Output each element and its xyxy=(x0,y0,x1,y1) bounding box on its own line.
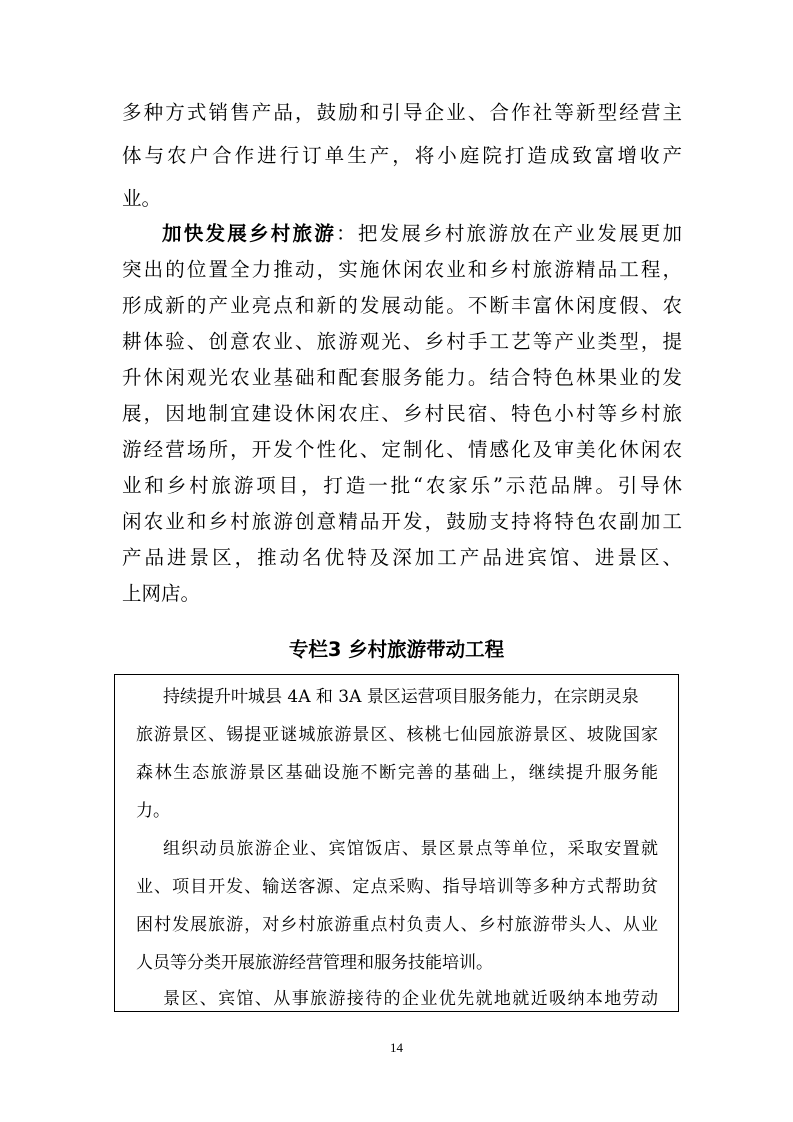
body-line: 上网店。 xyxy=(122,582,201,605)
body-line: 业。 xyxy=(122,187,162,210)
column-line: 森林生态旅游景区基础设施不断完善的基础上，继续提升服务能 xyxy=(136,763,658,783)
column-line: 持续提升叶城县 4A 和 3A 景区运营项目服务能力，在宗朗灵泉 xyxy=(163,687,639,707)
column-heading: 专栏3 乡村旅游带动工程 xyxy=(288,638,505,661)
page-number: 14 xyxy=(390,1040,403,1055)
body-line: 展，因地制宜建设休闲农庄、乡村民宿、特色小村等乡村旅 xyxy=(122,402,682,425)
column-line: 旅游景区、锡提亚谜城旅游景区、核桃七仙园旅游景区、坡陇国家 xyxy=(136,725,658,745)
column-line: 组织动员旅游企业、宾馆饭店、景区景点等单位，采取安置就 xyxy=(163,839,658,859)
column-line: 业、项目开发、输送客源、定点采购、指导培训等多种方式帮助贫 xyxy=(136,877,658,897)
column-line: 景区、宾馆、从事旅游接待的企业优先就地就近吸纳本地劳动 xyxy=(163,989,658,1009)
paragraph-text: ：把发展乡村旅游放在产业发展更加 xyxy=(336,222,682,245)
column-line: 人员等分类开展旅游经营管理和服务技能培训。 xyxy=(136,953,493,973)
body-line: 产品进景区，推动名优特及深加工产品进宾馆、进景区、 xyxy=(122,546,682,569)
body-line: 闲农业和乡村旅游创意精品开发，鼓励支持将特色农副加工 xyxy=(122,510,682,533)
column-line: 力。 xyxy=(136,801,170,821)
body-line: 升休闲观光农业基础和配套服务能力。结合特色林果业的发 xyxy=(122,366,682,389)
body-line: 形成新的产业亮点和新的发展动能。不断丰富休闲度假、农 xyxy=(122,294,682,317)
body-line: 耕体验、创意农业、旅游观光、乡村手工艺等产业类型，提 xyxy=(122,330,682,353)
body-line: 体与农户合作进行订单生产，将小庭院打造成致富增收产 xyxy=(122,144,682,167)
column-line: 困村发展旅游，对乡村旅游重点村负责人、乡村旅游带头人、从业 xyxy=(136,915,658,935)
body-line: 游经营场所，开发个性化、定制化、情感化及审美化休闲农 xyxy=(122,438,682,461)
body-line: 多种方式销售产品，鼓励和引导企业、合作社等新型经营主 xyxy=(122,101,682,124)
body-line: 业和乡村旅游项目，打造一批“农家乐”示范品牌。引导休 xyxy=(122,474,682,497)
body-line: 突出的位置全力推动，实施休闲农业和乡村旅游精品工程， xyxy=(122,258,682,281)
paragraph-lead-bold: 加快发展乡村旅游 xyxy=(162,222,337,245)
body-line-first xyxy=(162,222,682,246)
